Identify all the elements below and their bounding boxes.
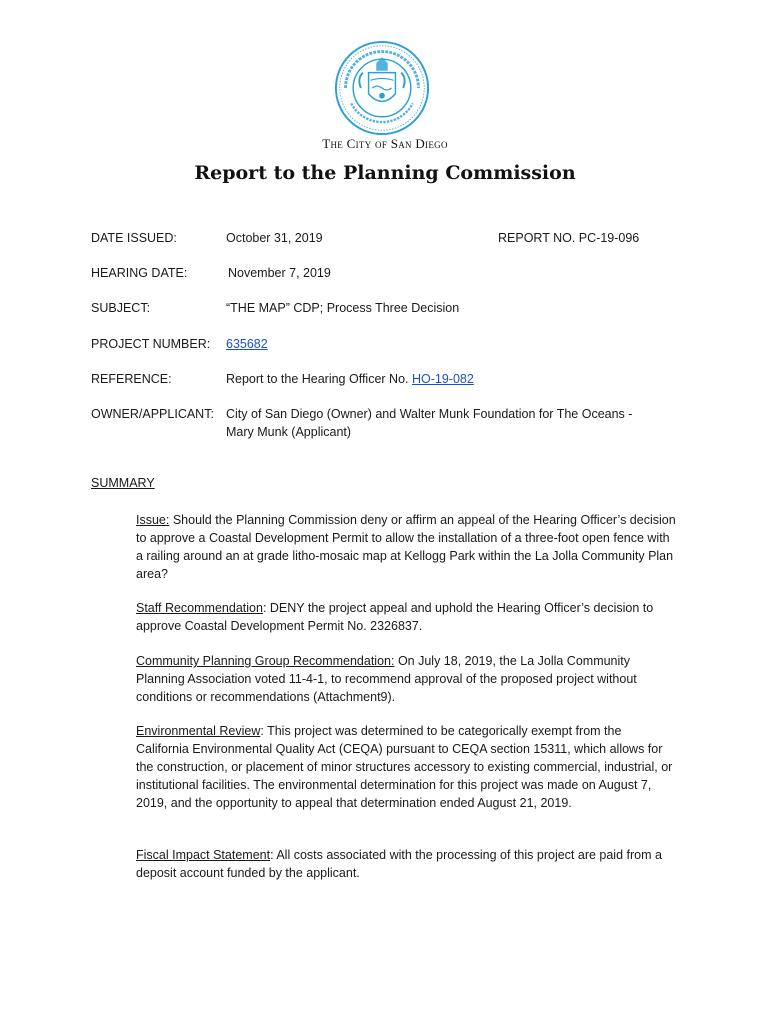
summary-heading: SUMMARY: [91, 476, 155, 490]
reference-label: REFERENCE:: [91, 372, 172, 386]
issue-label: Issue:: [136, 513, 170, 527]
hearing-date-value: November 7, 2019: [228, 266, 331, 280]
owner-line-1: City of San Diego (Owner) and Walter Munk Foundation for The Oceans -: [226, 407, 633, 421]
subject-label: SUBJECT:: [91, 301, 151, 315]
reference-link[interactable]: HO-19-082: [411, 372, 474, 386]
fiscal-text: : All costs associated with the processing of this project are paid from a deposit account funded by the applicant.: [136, 848, 662, 880]
cpg-recommendation-paragraph: [136, 652, 676, 706]
owner-value: [226, 405, 696, 441]
project-number-label: PROJECT NUMBER:: [91, 337, 211, 351]
issue-text: Should the Planning Commission deny or affirm an appeal of the Hearing Officer’s decision to approve a Coastal Development Permit to allow the installation of a three-foot open fence with a railing around an at grade litho-mosaic map at Kellogg Park within the La Jolla Community Plan area?: [136, 513, 676, 581]
staff-recommendation-paragraph: [136, 599, 676, 635]
env-text: : This project was determined to be categorically exempt from the California Environmental Quality Act (CEQA) pursuant to CEQA section 15311, which allows for the construction, or placement of minor structures accessory to existing commercial, industrial, or institutional facilities. The environmental determination for this project was made on August 7, 2019, and the opportunity to appeal that determination ended August 21, 2019.: [136, 724, 673, 810]
date-issued-label: DATE ISSUED:: [91, 231, 177, 245]
date-issued-value: October 31, 2019: [226, 231, 323, 245]
fiscal-label: Fiscal Impact Statement: [136, 848, 271, 862]
city-name: The City of San Diego: [322, 136, 448, 151]
project-number-link[interactable]: 635682: [226, 337, 268, 351]
owner-label: OWNER/APPLICANT:: [91, 407, 214, 421]
subject-value: “THE MAP” CDP; Process Three Decision: [226, 301, 460, 315]
cpg-label: Community Planning Group Recommendation:: [136, 654, 395, 668]
env-label: Environmental Review: [136, 724, 261, 738]
environmental-review-paragraph: [136, 722, 676, 812]
staff-label: Staff Recommendation: [136, 601, 263, 615]
page-title: Report to the Planning Commission: [194, 162, 576, 184]
fiscal-impact-paragraph: [136, 846, 676, 882]
hearing-date-label: HEARING DATE:: [91, 266, 188, 280]
owner-line-2: Mary Munk (Applicant): [226, 425, 352, 439]
city-seal-logo: [334, 40, 430, 136]
issue-paragraph: [136, 511, 676, 583]
reference-text: Report to the Hearing Officer No.: [226, 372, 412, 386]
cpg-text: On July 18, 2019, the La Jolla Community Planning Association voted 11-4-1, to recommend approval of the proposed project without conditions or recommendations (Attachment9).: [136, 654, 637, 704]
report-number: REPORT NO. PC-19-096: [498, 231, 640, 245]
staff-text: : DENY the project appeal and uphold the Hearing Officer’s decision to approve Coastal Development Permit No. 2326837.: [136, 601, 654, 633]
